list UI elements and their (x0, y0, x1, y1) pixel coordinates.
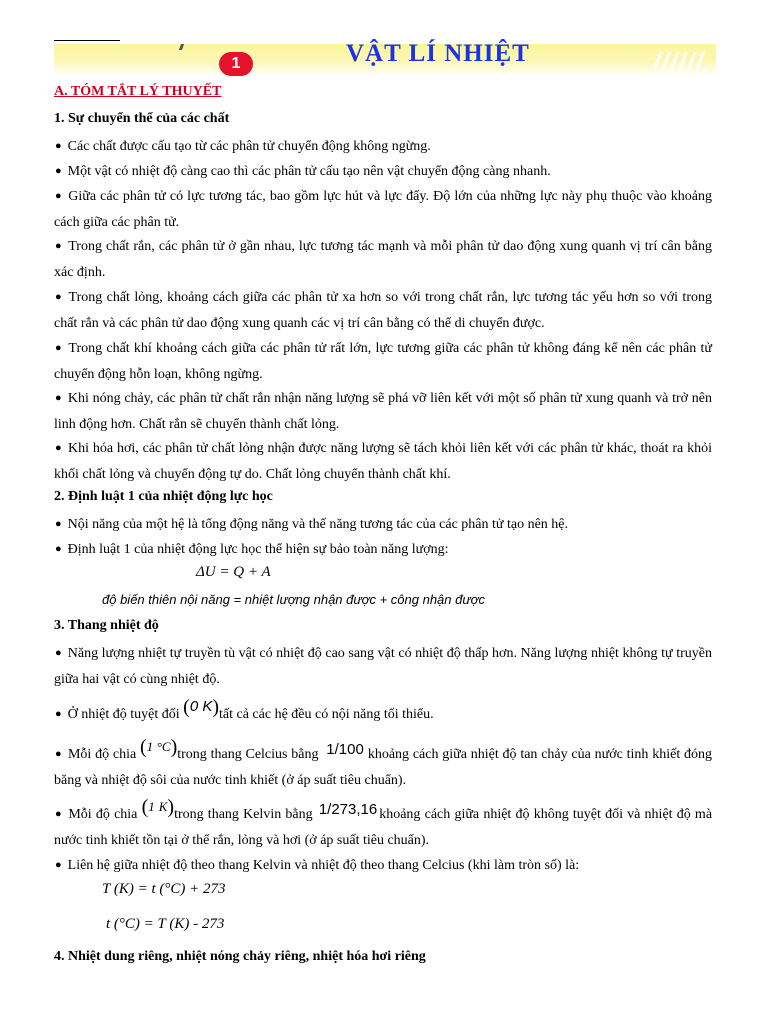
s3-bullet-4: ● Mỗi độ chia (1 K)trong thang Kelvin bằng 1/273,16 khoảng cách giữa nhiệt độ không tuyệt đối và nhiệt độ mà nước tinh khiết tồn tại ở thể rắn, lỏng và hơi (ở áp suất tiêu chuẩn). (54, 796, 713, 848)
bullet-icon: ● (55, 543, 62, 555)
bullet-icon: ● (55, 240, 63, 252)
section-a-heading: A. TÓM TẮT LÝ THUYẾT (54, 84, 222, 99)
heading-3: 3. Thang nhiệt độ (54, 618, 159, 633)
s3-bullet-5: ● Liên hệ giữa nhiệt độ theo thang Kelvin và nhiệt độ theo thang Celcius (khi làm tròn số) là: (55, 858, 580, 873)
s3-bullet-1: ● Năng lượng nhiệt tự truyền tù vật có nhiệt độ cao sang vật có nhiệt độ thấp hơn. Năng lượng nhiệt không tự truyền giữa hai vật có cùng nhiệt độ. (54, 646, 712, 687)
first-law-caption: độ biến thiên nội năng = nhiệt lượng nhận được + công nhận được (102, 592, 485, 607)
s1-bullet-6: ● Trong chất khí khoảng cách giữa các phân tử rất lớn, lực tương giữa các phân tử không đáng kể nên các phân tử chuyển động hỗn loạn, không ngừng. (54, 341, 712, 382)
bullet-icon: ● (55, 291, 63, 303)
s1-bullet-4: ● Trong chất rắn, các phân tử ở gần nhau, lực tương tác mạnh và mỗi phân tử dao động xung quanh vị trí cân bằng xác định. (54, 239, 712, 280)
celsius-kelvin-formula: t (°C) = T (K) - 273 (106, 916, 225, 932)
heading-2: 2. Định luật 1 của nhiệt động lực học (54, 489, 273, 504)
bullet-icon: ● (55, 165, 62, 177)
header-stripes (654, 52, 706, 72)
s3-bullet-2: ● Ở nhiệt độ tuyệt đối (0 K)tất cả các hệ đều có nội năng tối thiểu. (55, 696, 434, 722)
kelvin-celsius-formula: T (K) = t (°C) + 273 (102, 881, 226, 897)
s2-bullet-2: ● Định luật 1 của nhiệt động lực học thể hiện sự bảo toàn năng lượng: (55, 542, 449, 557)
bullet-icon: ● (55, 442, 63, 454)
bullet-icon: ● (55, 518, 62, 530)
bullet-icon: ● (55, 342, 63, 354)
chapter-number-badge: 1 (219, 52, 253, 76)
s1-bullet-7: ● Khi nóng chảy, các phân tử chất rắn nhận năng lượng sẽ phá vỡ liên kết với một số phân tử xung quanh và trở nên linh động hơn. Chất rắn sẽ chuyển thành chất lỏng. (54, 391, 712, 432)
kelvin-degree-math: (1 K) (141, 796, 175, 818)
top-rule (54, 40, 120, 41)
bullet-icon: ● (55, 392, 62, 404)
s1-bullet-2: ● Một vật có nhiệt độ càng cao thì các phân tử cấu tạo nên vật chuyển động càng nhanh. (55, 164, 551, 179)
bullet-icon: ● (55, 708, 62, 720)
bullet-icon: ● (55, 647, 62, 659)
s1-bullet-3: ● Giữa các phân tử có lực tương tác, bao gồm lực hút và lực đẩy. Độ lớn của những lực này phụ thuộc vào khoảng cách giữa các phân tử. (54, 189, 712, 230)
s2-bullet-1: ● Nội năng của một hệ là tổng động năng và thế năng tương tác của các phân tử tạo nên hệ. (55, 517, 569, 532)
bullet-icon: ● (55, 808, 63, 820)
s3-bullet-3: ● Mỗi độ chia (1 °C)trong thang Celcius bằng 1/100 khoảng cách giữa nhiệt độ tan chảy của nước tinh khiết đóng băng và nhiệt độ sôi của nước tinh khiết (ở áp suất tiêu chuẩn). (54, 736, 713, 788)
heading-4: 4. Nhiệt dung riêng, nhiệt nóng chảy riêng, nhiệt hóa hơi riêng (54, 949, 426, 964)
chapter-title: VẬT LÍ NHIỆT (346, 40, 530, 67)
heading-1: 1. Sự chuyển thể của các chất (54, 111, 230, 126)
s1-bullet-5: ● Trong chất lỏng, khoảng cách giữa các phân tử xa hơn so với trong chất rắn, lực tương tác yếu hơn so với trong chất rắn và các phân tử dao động xung quanh các vị trí cân bằng có thể di chuyển được. (54, 290, 712, 331)
s1-bullet-8: ● Khi hóa hơi, các phân tử chất lỏng nhận được năng lượng sẽ tách khỏi liên kết với các phân tử khác, thoát ra khỏi khối chất lỏng và chuyển động tự do. Chất lỏng chuyển thành chất khí. (54, 441, 712, 482)
first-law-formula: ΔU = Q + A (196, 564, 271, 580)
bullet-icon: ● (55, 748, 62, 760)
celsius-fraction: 1/100 (326, 741, 364, 758)
bullet-icon: ● (55, 190, 63, 202)
absolute-zero-math: (0 K) (183, 696, 220, 718)
celsius-degree-math: (1 °C) (139, 736, 178, 758)
kelvin-fraction: 1/273,16 (318, 801, 378, 818)
bullet-icon: ● (55, 140, 62, 152)
s1-bullet-1: ● Các chất được cấu tạo từ các phân tử chuyển động không ngừng. (55, 139, 431, 154)
bullet-icon: ● (55, 859, 62, 871)
